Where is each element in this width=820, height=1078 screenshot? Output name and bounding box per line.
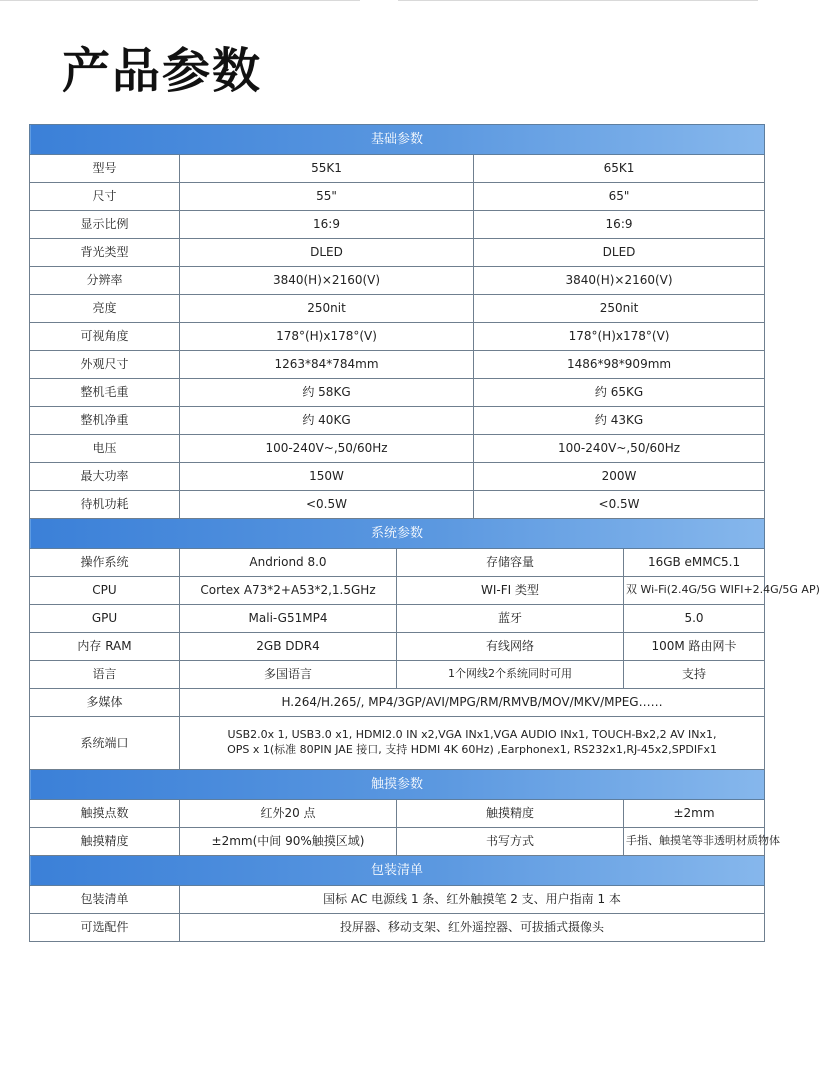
row-value: 支持 <box>624 661 765 689</box>
row-label: 多媒体 <box>30 689 180 717</box>
value-65k1: DLED <box>474 239 765 267</box>
row-value: Mali-G51MP4 <box>180 605 397 633</box>
value-55k1: 1263*84*784mm <box>180 351 474 379</box>
section-header-package <box>30 856 765 886</box>
table-row <box>30 379 765 407</box>
section-header-touch <box>30 770 765 800</box>
row-label: 可视角度 <box>30 323 180 351</box>
section-header-basic <box>30 125 765 155</box>
section-title: 基础参数 <box>30 125 765 155</box>
row-label: 书写方式 <box>397 828 624 856</box>
row-label: 分辨率 <box>30 267 180 295</box>
table-row <box>30 491 765 519</box>
value-65k1: 65" <box>474 183 765 211</box>
row-label: 亮度 <box>30 295 180 323</box>
row-value: ±2mm <box>624 800 765 828</box>
row-value: 16GB eMMC5.1 <box>624 549 765 577</box>
row-label: GPU <box>30 605 180 633</box>
value-65k1: 1486*98*909mm <box>474 351 765 379</box>
table-row <box>30 407 765 435</box>
value-55k1: 150W <box>180 463 474 491</box>
row-value: ±2mm(中间 90%触摸区域) <box>180 828 397 856</box>
row-label: 1个网线2个系统同时可用 <box>397 661 624 689</box>
row-label: 包装清单 <box>30 886 180 914</box>
value-65k1: 65K1 <box>474 155 765 183</box>
row-label: 型号 <box>30 155 180 183</box>
row-value: 2GB DDR4 <box>180 633 397 661</box>
spec-table <box>29 124 820 942</box>
row-label: 系统端口 <box>30 717 180 770</box>
value-55k1: 178°(H)x178°(V) <box>180 323 474 351</box>
value-55k1: 16:9 <box>180 211 474 239</box>
value-65k1: 178°(H)x178°(V) <box>474 323 765 351</box>
table-row <box>30 211 765 239</box>
row-label: 存储容量 <box>397 549 624 577</box>
table-row <box>30 717 765 770</box>
value-65k1: 200W <box>474 463 765 491</box>
value-65k1: 16:9 <box>474 211 765 239</box>
row-label: 可选配件 <box>30 914 180 942</box>
section-title: 包装清单 <box>30 856 765 886</box>
row-label: 待机功耗 <box>30 491 180 519</box>
table-row <box>30 689 765 717</box>
ports-line: USB2.0x 1, USB3.0 x1, HDMI2.0 IN x2,VGA INx1,VGA AUDIO INx1, TOUCH-Bx2,2 AV INx1, <box>227 728 717 742</box>
ports-cell <box>180 717 765 770</box>
row-value: 国标 AC 电源线 1 条、红外触摸笔 2 支、用户指南 1 本 <box>180 886 765 914</box>
value-55k1: 约 40KG <box>180 407 474 435</box>
row-value: 投屏器、移动支架、红外遥控器、可拔插式摄像头 <box>180 914 765 942</box>
table-row <box>30 828 765 856</box>
row-label: 有线网络 <box>397 633 624 661</box>
section-title: 触摸参数 <box>30 770 765 800</box>
section-title: 系统参数 <box>30 519 765 549</box>
row-label: 背光类型 <box>30 239 180 267</box>
row-label: 整机毛重 <box>30 379 180 407</box>
table-row <box>30 351 765 379</box>
table-row <box>30 914 765 942</box>
table-row <box>30 549 765 577</box>
value-65k1: 250nit <box>474 295 765 323</box>
row-label: 蓝牙 <box>397 605 624 633</box>
table-row <box>30 577 765 605</box>
table-row <box>30 295 765 323</box>
row-label: 操作系统 <box>30 549 180 577</box>
row-value: 多国语言 <box>180 661 397 689</box>
row-label: 触摸精度 <box>397 800 624 828</box>
value-65k1: <0.5W <box>474 491 765 519</box>
value-65k1: 约 43KG <box>474 407 765 435</box>
row-value: 5.0 <box>624 605 765 633</box>
table-row <box>30 605 765 633</box>
row-value: 双 Wi-Fi(2.4G/5G WIFI+2.4G/5G AP) <box>624 577 765 605</box>
row-label: 触摸点数 <box>30 800 180 828</box>
row-value: Andriond 8.0 <box>180 549 397 577</box>
top-divider-right <box>398 0 758 1</box>
table-row <box>30 183 765 211</box>
value-55k1: 250nit <box>180 295 474 323</box>
value-55k1: 100-240V~,50/60Hz <box>180 435 474 463</box>
row-value: 手指、触摸笔等非透明材质物体 <box>624 828 765 856</box>
row-label: 电压 <box>30 435 180 463</box>
table-row <box>30 267 765 295</box>
table-row <box>30 323 765 351</box>
row-label: 整机净重 <box>30 407 180 435</box>
value-65k1: 3840(H)×2160(V) <box>474 267 765 295</box>
media-formats: H.264/H.265/, MP4/3GP/AVI/MPG/RM/RMVB/MOV/MKV/MPEG…… <box>180 689 765 717</box>
value-65k1: 100-240V~,50/60Hz <box>474 435 765 463</box>
row-label: 内存 RAM <box>30 633 180 661</box>
table-row <box>30 886 765 914</box>
table-row <box>30 239 765 267</box>
top-divider-left <box>0 0 360 1</box>
value-55k1: 约 58KG <box>180 379 474 407</box>
table-row <box>30 633 765 661</box>
page-title: 产品参数 <box>62 43 263 99</box>
row-label: 最大功率 <box>30 463 180 491</box>
table-row <box>30 463 765 491</box>
value-65k1: 约 65KG <box>474 379 765 407</box>
table-row <box>30 155 765 183</box>
table-row <box>30 435 765 463</box>
value-55k1: <0.5W <box>180 491 474 519</box>
row-label: 尺寸 <box>30 183 180 211</box>
value-55k1: 55" <box>180 183 474 211</box>
row-value: 100M 路由网卡 <box>624 633 765 661</box>
row-label: 显示比例 <box>30 211 180 239</box>
row-label: 语言 <box>30 661 180 689</box>
table-row <box>30 800 765 828</box>
table-row <box>30 661 765 689</box>
ports-line: OPS x 1(标准 80PIN JAE 接口, 支持 HDMI 4K 60Hz) ,Earphonex1, RS232x1,RJ-45x2,SPDIFx1 <box>227 743 717 756</box>
row-label: 外观尺寸 <box>30 351 180 379</box>
row-value: 红外20 点 <box>180 800 397 828</box>
value-55k1: 55K1 <box>180 155 474 183</box>
section-header-system <box>30 519 765 549</box>
row-label: WI-FI 类型 <box>397 577 624 605</box>
value-55k1: DLED <box>180 239 474 267</box>
row-value: Cortex A73*2+A53*2,1.5GHz <box>180 577 397 605</box>
value-55k1: 3840(H)×2160(V) <box>180 267 474 295</box>
row-label: 触摸精度 <box>30 828 180 856</box>
row-label: CPU <box>30 577 180 605</box>
